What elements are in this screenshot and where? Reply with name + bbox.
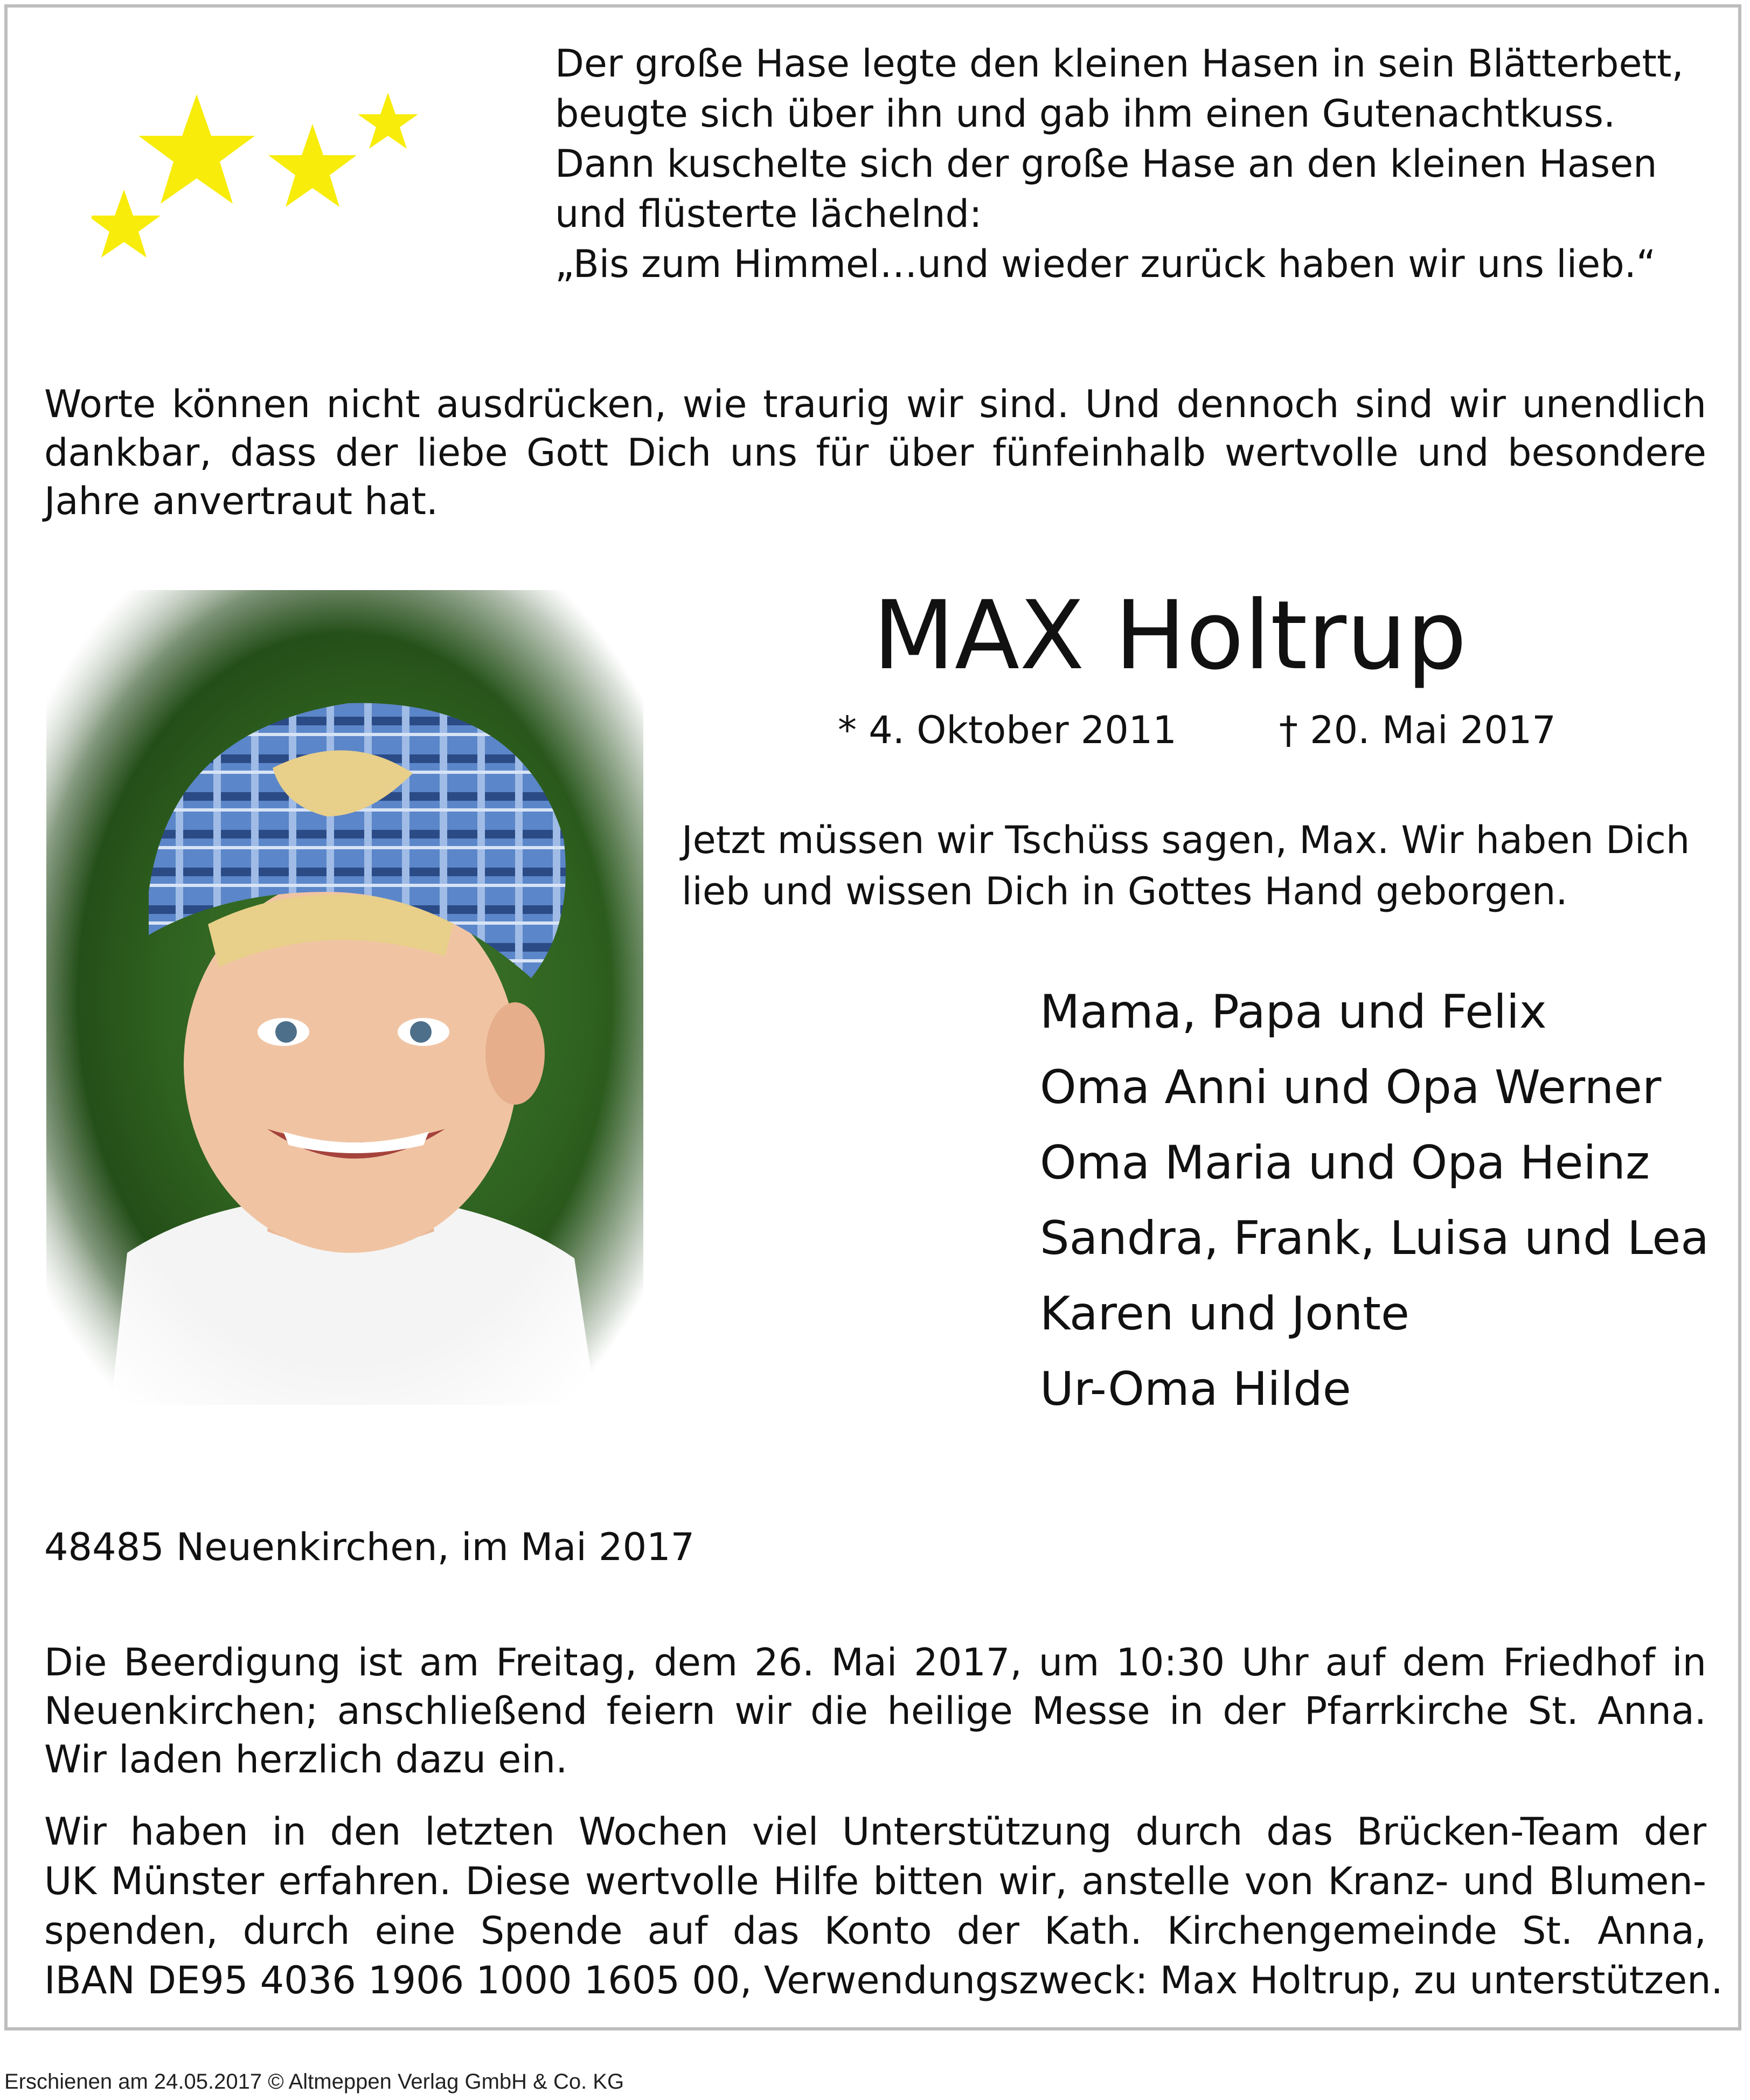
family-list <box>1040 974 1709 1427</box>
intro-line: Worte können nicht ausdrücken, wie traurig wir sind. Und dennoch sind wir unendlich <box>44 382 1706 426</box>
family-member: Karen und Jonte <box>1040 1287 1409 1341</box>
farewell-line: lieb und wissen Dich in Gottes Hand geborgen. <box>682 869 1568 913</box>
intro-line: dankbar, dass der liebe Gott Dich uns für über fünfeinhalb wertvolle und besondere <box>44 431 1706 475</box>
birth-date: * 4. Oktober 2011 <box>838 708 1177 752</box>
donation-line: Wir haben in den letzten Wochen viel Unterstützung durch das Brücken-Team der <box>44 1810 1706 1854</box>
life-dates <box>838 706 1556 754</box>
star-icon <box>92 190 161 258</box>
family-member: Sandra, Frank, Luisa und Lea <box>1040 1211 1709 1265</box>
star-icon <box>138 94 255 204</box>
intro-paragraph <box>44 380 1706 525</box>
death-date: † 20. Mai 2017 <box>1279 708 1556 752</box>
funeral-info <box>44 1638 1706 1784</box>
place-date: 48485 Neuenkirchen, im Mai 2017 <box>44 1525 695 1569</box>
family-member: Mama, Papa und Felix <box>1040 985 1547 1039</box>
family-member: Oma Anni und Opa Werner <box>1040 1061 1662 1114</box>
funeral-line: Wir laden herzlich dazu ein. <box>44 1737 568 1782</box>
farewell-line: Jetzt müssen wir Tschüss sagen, Max. Wir haben Dich <box>682 818 1690 862</box>
poem-line: Der große Hase legte den kleinen Hasen in sein Blätterbett, <box>555 41 1684 86</box>
poem <box>555 39 1713 289</box>
poem-line: „Bis zum Himmel…und wieder zurück haben wir uns lieb.“ <box>555 242 1656 286</box>
star-icon <box>358 93 418 149</box>
farewell-text <box>682 815 1690 917</box>
portrait-photo <box>46 590 643 1405</box>
stars-decoration <box>92 86 426 269</box>
donation-line: IBAN DE95 4036 1906 1000 1605 00, Verwendungszweck: Max Holtrup, zu unterstützen. <box>44 1958 1723 2002</box>
family-member: Oma Maria und Opa Heinz <box>1040 1136 1650 1190</box>
deceased-name: MAX Holtrup <box>873 580 1467 691</box>
donation-line: spenden, durch eine Spende auf das Konto der Kath. Kirchengemeinde St. Anna, <box>44 1909 1706 1953</box>
funeral-line: Die Beerdigung ist am Freitag, dem 26. Mai 2017, um 10:30 Uhr auf dem Friedhof in <box>44 1640 1706 1685</box>
donation-line: UK Münster erfahren. Diese wertvolle Hilfe bitten wir, anstelle von Kranz- und Blumen- <box>44 1859 1706 1903</box>
donation-info <box>44 1807 1723 2005</box>
intro-line: Jahre anvertraut hat. <box>44 479 439 523</box>
poem-line: und flüsterte lächelnd: <box>555 192 982 236</box>
star-icon <box>268 124 357 207</box>
poem-line: Dann kuschelte sich der große Hase an den kleinen Hasen <box>555 142 1657 186</box>
publication-footer: Erschienen am 24.05.2017 © Altmeppen Verlag GmbH & Co. KG <box>4 2070 624 2094</box>
poem-line: beugte sich über ihn und gab ihm einen Gutenachtkuss. <box>555 92 1616 136</box>
funeral-line: Neuenkirchen; anschließend feiern wir die heilige Messe in der Pfarrkirche St. Anna. <box>44 1689 1706 1733</box>
family-member: Ur-Oma Hilde <box>1040 1362 1351 1416</box>
